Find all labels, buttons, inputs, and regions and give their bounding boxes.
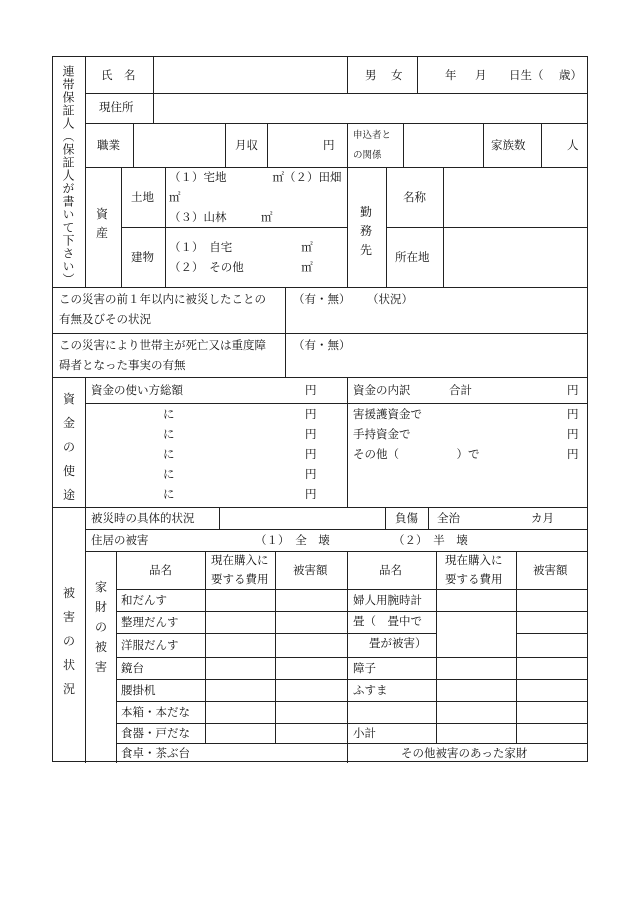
use-yen-5: 円: [305, 487, 317, 501]
age-label: 歳）: [559, 68, 582, 82]
item-seiri-dansu: 整理だんす: [121, 615, 179, 629]
damage-section-label: 被害の状況: [62, 586, 75, 696]
item-kyoudai: 鏡台: [121, 661, 144, 675]
item-header-right: 品名: [379, 563, 402, 577]
dwelling-damage-label: 住居の被害: [91, 533, 149, 547]
building-label: 建物: [131, 250, 154, 264]
workplace-label: 勤務先: [359, 205, 372, 257]
relief-fund-yen: 円: [567, 407, 579, 421]
prior-disaster-choice: （有・無）: [293, 292, 351, 306]
land-label: 土地: [131, 190, 154, 204]
item-wadansu: 和だんす: [121, 593, 167, 607]
cost-header-right-2: 要する費用: [445, 572, 503, 586]
damage-amount-header-left: 被害額: [293, 563, 328, 577]
total-collapse-option: （１） 全 壊: [255, 533, 330, 547]
family-count-label: 家族数: [491, 138, 526, 152]
relation-label-line2: の関係: [353, 150, 382, 161]
relief-fund-label: 害援護資金で: [353, 407, 422, 421]
funds-total-sum-yen: 円: [567, 383, 579, 397]
funds-section-label: 資金の使途: [62, 392, 75, 502]
item-fusuma: ふすま: [353, 683, 388, 697]
gender-female: 女: [391, 68, 403, 82]
guarantor-application-form: [52, 56, 588, 762]
building-line1: （１） 自宅 ㎡: [169, 240, 313, 254]
funds-total-label: 資金の使い方総額: [91, 383, 183, 397]
item-shokutaku: 食卓・茶ぶ台: [121, 746, 190, 760]
cost-header-left-2: 要する費用: [211, 572, 269, 586]
use-yen-2: 円: [305, 427, 317, 441]
injury-label: 負傷: [395, 511, 418, 525]
persons-unit: 人: [567, 138, 579, 152]
other-funds-yen: 円: [567, 447, 579, 461]
item-tatami-line2: 畳が被害）: [369, 636, 427, 650]
use-ni-5: に: [163, 487, 175, 501]
workplace-address-label: 所在地: [395, 250, 430, 264]
use-yen-4: 円: [305, 467, 317, 481]
full-recovery-label: 全治: [437, 511, 460, 525]
funds-total-yen: 円: [305, 383, 317, 397]
cost-header-right-1: 現在購入に: [445, 553, 503, 567]
cost-header-left-1: 現在購入に: [211, 553, 269, 567]
item-koshikake-tsukue: 腰掛机: [121, 683, 156, 697]
prior-disaster-line1: この災害の前１年以内に被災したことの: [59, 292, 266, 306]
use-ni-3: に: [163, 447, 175, 461]
name-label: 氏 名: [101, 68, 136, 82]
income-yen: 円: [323, 138, 335, 152]
item-honbako: 本箱・本だな: [121, 705, 190, 719]
months-unit: カ月: [531, 511, 554, 525]
address-label: 現住所: [99, 100, 134, 114]
workplace-name-label: 名称: [403, 190, 426, 204]
subtotal-label: 小計: [353, 726, 376, 740]
guarantor-section-label: 連帯保証人（保証人が書いて下さい）: [61, 65, 75, 286]
cash-on-hand-label: 手持資金で: [353, 427, 411, 441]
other-furniture-label: その他被害のあった家財: [401, 746, 528, 760]
cash-on-hand-yen: 円: [567, 427, 579, 441]
land-line2: ㎡: [169, 190, 181, 204]
use-ni-1: に: [163, 407, 175, 421]
use-yen-1: 円: [305, 407, 317, 421]
building-line2: （２） その他 ㎡: [169, 260, 313, 274]
land-line1: （１）宅地 ㎡（２）田畑: [169, 170, 342, 184]
prior-disaster-status: （状況）: [367, 292, 413, 306]
funds-total-sum-label: 合計: [449, 383, 472, 397]
relation-label-line1: 申込者と: [353, 130, 392, 141]
death-disability-line1: この災害により世帯主が死亡又は重度障: [59, 338, 266, 352]
furniture-damage-label: 家財の被害: [94, 580, 107, 674]
item-shoji: 障子: [353, 661, 376, 675]
gender-male: 男: [365, 68, 377, 82]
occupation-label: 職業: [97, 138, 120, 152]
birth-month-label: 月: [475, 68, 487, 82]
item-tatami-line1: 畳（ 畳中で: [353, 614, 422, 628]
death-disability-choice: （有・無）: [293, 338, 351, 352]
funds-breakdown-label: 資金の内訳: [353, 383, 411, 397]
half-collapse-option: （２） 半 壊: [393, 533, 468, 547]
item-watch: 婦人用腕時計: [353, 593, 422, 607]
circumstances-label: 被災時の具体的状況: [91, 511, 195, 525]
birth-year-label: 年: [445, 68, 457, 82]
damage-amount-header-right: 被害額: [533, 563, 568, 577]
use-ni-2: に: [163, 427, 175, 441]
land-line3: （３）山林 ㎡: [169, 210, 273, 224]
use-yen-3: 円: [305, 447, 317, 461]
monthly-income-label: 月収: [235, 138, 258, 152]
birthday-label: 日生（: [509, 68, 544, 82]
prior-disaster-line2: 有無及びその状況: [59, 312, 151, 326]
item-header-left: 品名: [149, 563, 172, 577]
death-disability-line2: 碍者となった事実の有無: [59, 358, 186, 372]
item-youfuku-dansu: 洋服だんす: [121, 638, 179, 652]
use-ni-4: に: [163, 467, 175, 481]
assets-label: 資 産: [95, 207, 121, 240]
other-funds-label: その他（ ）で: [353, 447, 480, 461]
item-shokki: 食器・戸だな: [121, 726, 190, 740]
